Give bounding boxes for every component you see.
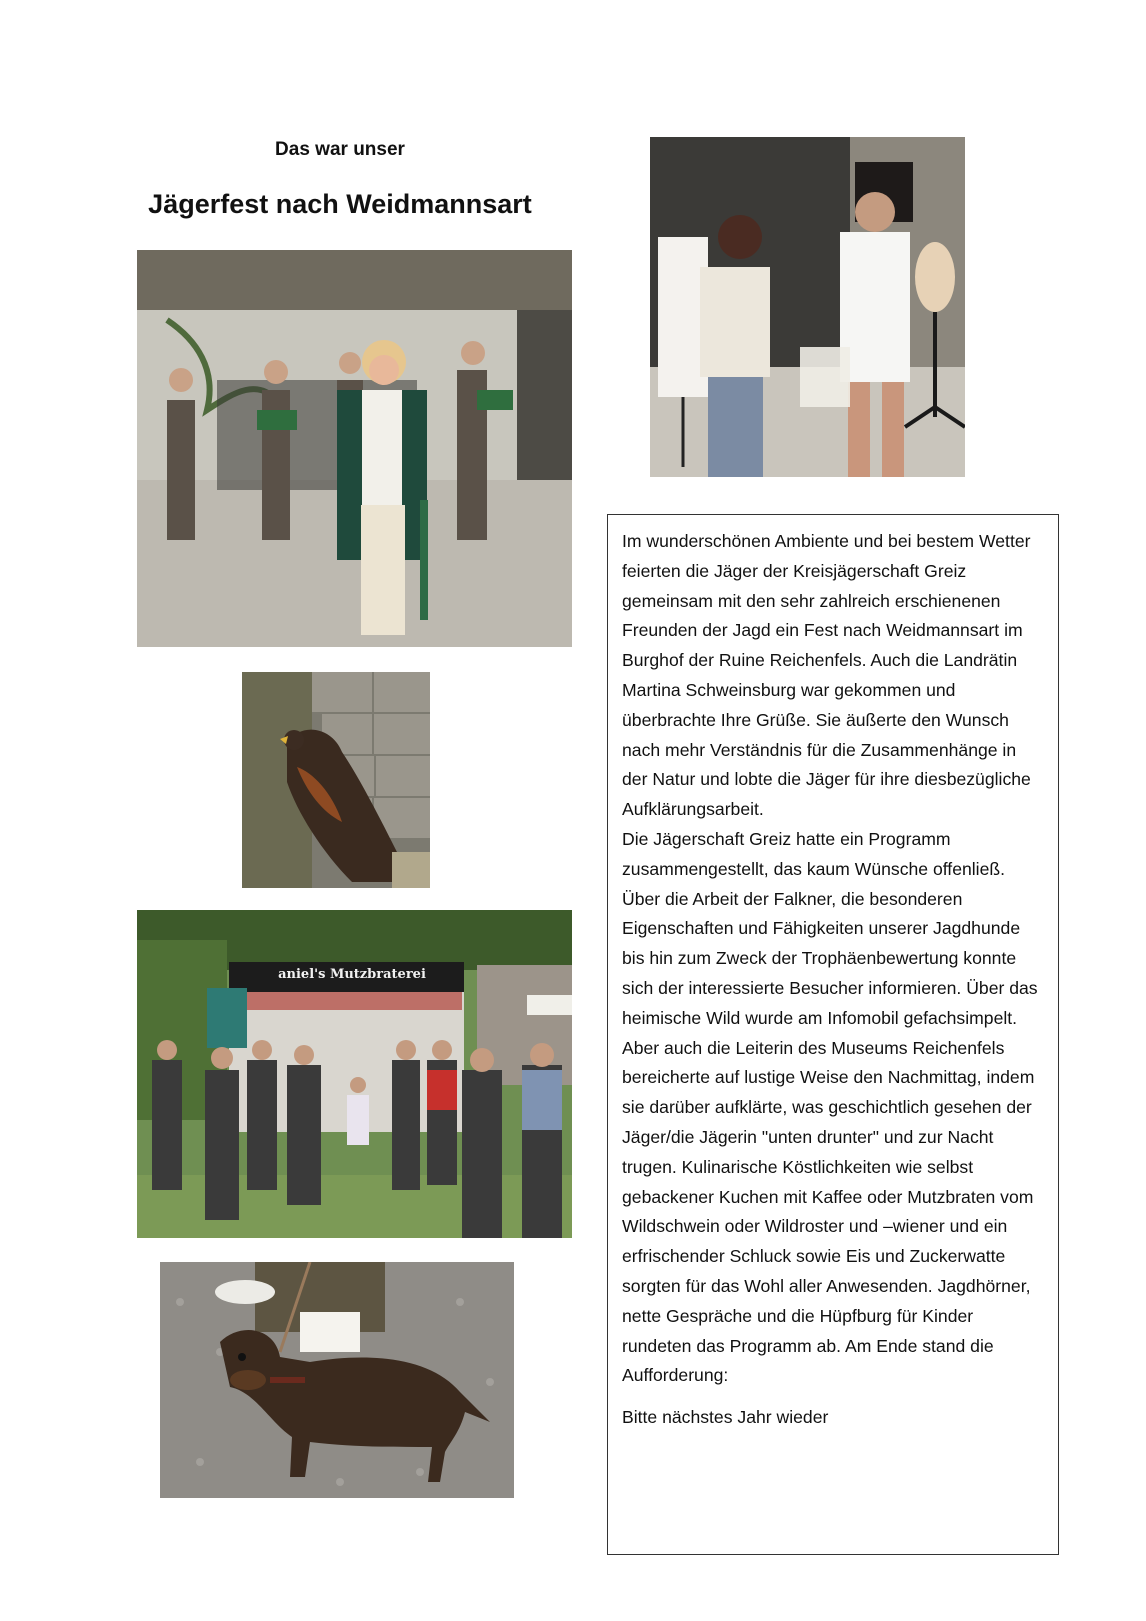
photo-speaker-stage [137,250,572,647]
photo-hawk [242,672,430,888]
page-kicker: Das war unser [275,139,405,160]
article-paragraph: Aber auch die Leiterin des Museums Reichenfels bereicherte auf lustige Weise den Nachmittag, indem sie darüber aufklärte, was geschichtlich gesehen der Jäger/die Jägerin "unten drunter" und zur Nacht trugen. Kulinarische Köstlichkeiten wie selbst gebackener Kuchen mit Kaffee oder Mutzbraten vom Wildschwein oder Wildroster und –wiener und ein erfrischender Schluck sowie Eis und Zuckerwatte sorgten für das Wohl aller Anwesenden. Jagdhörner, nette Gespräche und die Hüpfburg für Kinder rundeten das Programm ab. Am Ende stand die Aufforderung: [622,1037,1035,1386]
page-title: Jägerfest nach Weidmannsart [148,189,532,219]
article-closing: Bitte nächstes Jahr wieder [622,1407,829,1428]
photo-food-truck-crowd [137,910,572,1238]
food-truck-sign: aniel's Mutzbraterei [278,967,426,982]
photo-dachshund [160,1262,514,1498]
article-paragraph: Im wunderschönen Ambiente und bei bestem Wetter feierten die Jäger der Kreisjägerschaft Greiz gemeinsam mit den sehr zahlreich erschienenen Freunden der Jagd ein Fest nach Weidmannsart im Burghof der Ruine Reichenfels. Auch die Landrätin Martina Schweinsburg war gekommen und überbrachte Ihre Grüße. Sie äußerte den Wunsch nach mehr Verständnis für die Zusammenhänge in der Natur und lobte die Jäger für ihre diesbezügliche Aufklärungsarbeit. [622,531,1031,820]
article-text-box [607,514,1059,1555]
photo-costume-demonstration [650,137,965,477]
article-paragraph: Die Jägerschaft Greiz hatte ein Programm zusammengestellt, das kaum Wünsche offenließ. Über die Arbeit der Falkner, die besonderen Eigenschaften und Fähigkeiten unserer Jagdhunde bis hin zum Zweck der Trophäenbewertung konnte sich der interessierte Besucher informieren. Über das heimische Wild wurde am Infomobil gefachsimpelt. [622,828,1038,1028]
